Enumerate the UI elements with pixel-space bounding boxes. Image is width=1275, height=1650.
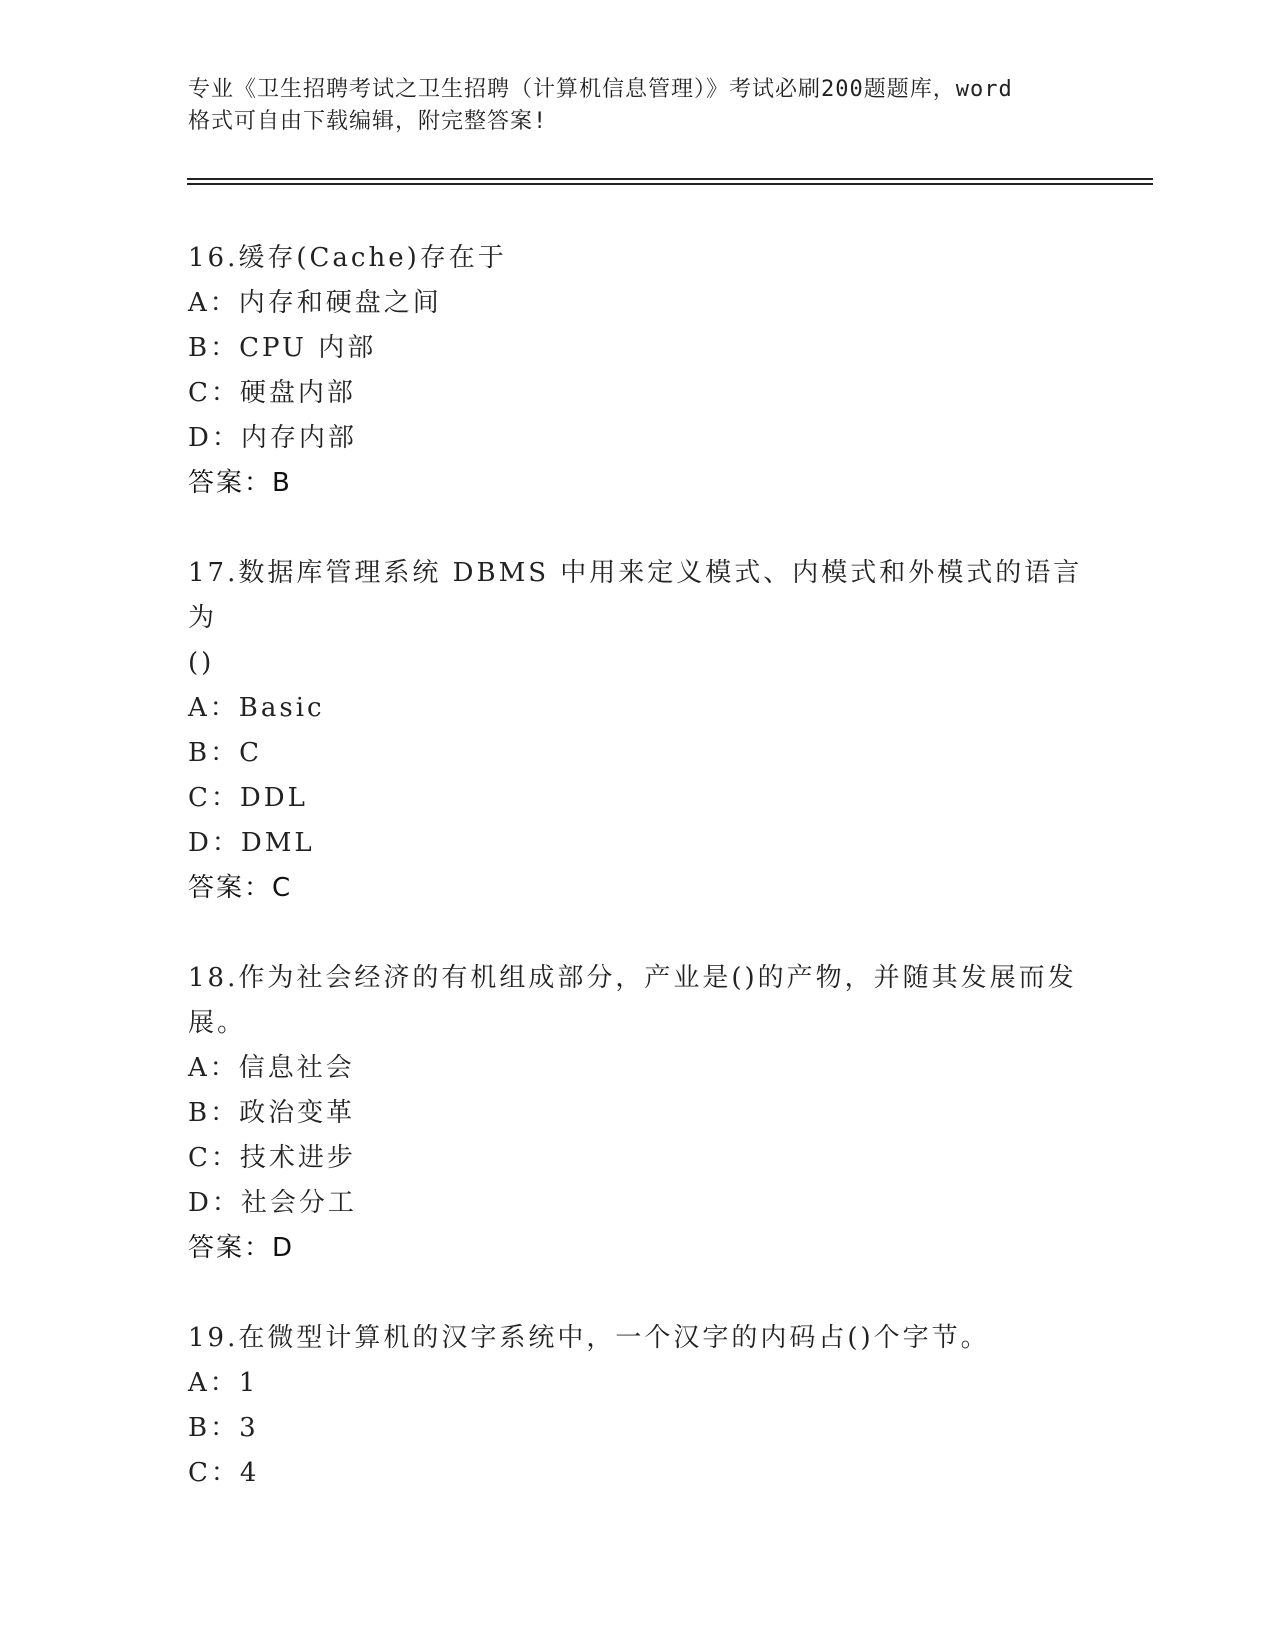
option-c: C：4	[188, 1458, 260, 1488]
question-list	[188, 236, 1088, 1541]
option-c: C：硬盘内部	[188, 378, 356, 408]
answer-line: 答案：B	[188, 468, 292, 498]
option-d: D：内存内部	[188, 423, 357, 453]
option-c: C：DDL	[188, 783, 308, 813]
answer-line: 答案：D	[188, 1233, 295, 1263]
question-16	[188, 236, 1088, 506]
option-a: A：Basic	[188, 693, 325, 723]
option-d: D：社会分工	[188, 1188, 357, 1218]
option-a: A：内存和硬盘之间	[188, 288, 442, 318]
question-text: 19.在微型计算机的汉字系统中，一个汉字的内码占()个字节。	[188, 1323, 990, 1353]
question-text: 17.数据库管理系统 DBMS 中用来定义模式、内模式和外模式的语言为	[188, 558, 1083, 633]
question-text: 18.作为社会经济的有机组成部分，产业是()的产物，并随其发展而发	[188, 963, 1077, 993]
option-b: B：政治变革	[188, 1098, 356, 1128]
option-b: B：C	[188, 738, 263, 768]
option-a: A：信息社会	[188, 1053, 355, 1083]
question-17	[188, 551, 1088, 911]
question-19	[188, 1316, 1088, 1496]
answer-line: 答案：C	[188, 873, 293, 903]
option-a: A：1	[188, 1368, 259, 1398]
question-18	[188, 956, 1088, 1271]
option-b: B：3	[188, 1413, 259, 1443]
header-divider-top	[187, 178, 1153, 180]
question-text-continued: 展。	[188, 1008, 247, 1038]
question-text: 16.缓存(Cache)存在于	[188, 243, 507, 273]
option-d: D：DML	[188, 828, 315, 858]
header-divider-bottom	[187, 183, 1153, 185]
option-c: C：技术进步	[188, 1143, 356, 1173]
header-line-2: 格式可自由下载编辑，附完整答案!	[188, 109, 548, 134]
option-b: B：CPU 内部	[188, 333, 377, 363]
document-header	[188, 74, 1108, 138]
header-line-1: 专业《卫生招聘考试之卫生招聘（计算机信息管理）》考试必刷200题题库，word	[188, 77, 1013, 102]
question-text-continued: ()	[188, 648, 215, 678]
